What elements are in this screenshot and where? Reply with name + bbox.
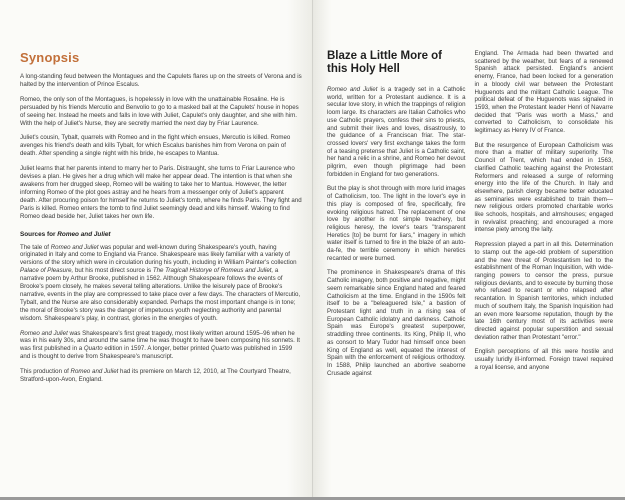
article-paragraph-6: Repression played a part in all this. Determination to stamp out the age-old problem of superstition and the new threat of Protestantism led to the establishment of the Roman Inquisition, with wide-ranging powers to censor the press, pursue religious deviants, and to execute by burning those who refused to recant or who relapsed after recantation. In Spanish territories, which included much of southern Italy, the Spanish Inquisition had an even more fearsome reputation, though by the late 16th century most of its activities were directed against popular superstition and sexual deviation rather than Protestant "error." — [474, 241, 613, 341]
synopsis-paragraph-1: A long-standing feud between the Montagues and the Capulets flares up on the streets of Verona and is halted by the intervention of Prince Escalus. — [20, 73, 302, 88]
article-columns — [327, 50, 613, 500]
sources-paragraph-1: The tale of Romeo and Juliet was popular and well-known during Shakespeare's youth, having originated in Italy and come to England via France. Shakespeare was likely familiar with a variety of versions of the story which were in circulation during his youth, including in William Painter's collection Palace of Pleasure, but his most direct source is The Tragicall Historye of Romeus and Juliet, a narrative poem by Arthur Brooke, published in 1562. Although Shakespeare follows the events of Brooke's poem closely, he makes several telling alterations. Unlike the leisurely pace of Brooke's narrative, events in the play are compressed to take place over a few days. The characters of Mercutio, Tybalt, and the Nurse are also considerably expanded. Perhaps the most important change is in tone; the moral of Brooke's story was the danger of impetuous youth neglecting authority and parental wisdom. Shakespeare's play, in contrast, glories in the energies of youth. — [20, 243, 301, 322]
right-page — [313, 0, 625, 500]
synopsis-paragraph-2: Romeo, the only son of the Montagues, is hopelessly in love with the unattainable Rosaline. He is persuaded by his friends Mercutio and Benvolio to go to a masked ball at the Capulets' house in hopes of seeing her. Instead he meets and falls in love with Juliet, Capulet's only daughter, and she with him. With the help of Juliet's Nurse, they are secretly married the next day by Friar Laurence. — [20, 95, 299, 127]
article-paragraph-7: English perceptions of all this were hostile and usually luridly ill-informed. Foreign travel required a royal license, and anyone — [474, 348, 613, 371]
article-paragraph-2: But the play is shot through with more lurid images of Catholicism, too. The light in the lover's eye in this play is composed of fire, specifically, fire evoking religious hatred. The replacement of one love by another is not simple treachery, but religious heresy, the lover's tears "transparent Heretics [to] be burnt for liars," imagery in which water itself is turned to fire in the blaze of an auto-da-fe, the terrible ceremony in which heretics recanted or were burned. — [327, 185, 466, 262]
article-column-1 — [327, 50, 466, 500]
article-paragraph-1: Romeo and Juliet is a tragedy set in a Catholic world, written for a Protestant audience. It is a secular love story, in which the trappings of religion loom large. Its characters are Italian Catholics who use Catholic prayers, confess their sins to priests, and submit their lives and loves, disastrously, to the guidance of a Franciscan friar. The star-crossed lovers' very first exchange takes the form of a teasing pretense that Juliet is a Catholic saint, her hand a relic in a shrine, and Romeo her devout pilgrim, even though pilgrimage had been forbidden in England for two generations. — [327, 86, 466, 178]
article-column-2 — [475, 50, 614, 500]
production-note: This production of Romeo and Juliet had its premiere on March 12, 2010, at The Courtyard Theatre, Stratford-upon-Avon, England. — [20, 368, 291, 384]
article-paragraph-4: England. The Armada had been thwarted and scattered by the weather, but fears of a renewed Spanish attack persisted. England's ancient enemy, France, had been locked for a generation in a bloody civil war between the Protestant Huguenots and the militant Catholic League. The political defeat of the Huguenots was signaled in 1593, when the Protestant leader Henri of Navarre decided that "Paris was worth a Mass," and converted to Catholicism, to consolidate his legitimacy as Henry IV of France. — [474, 50, 613, 135]
article-paragraph-3: The prominence in Shakespeare's drama of this Catholic imagery, both positive and negative, might seem remarkable since England hated and feared Catholicism at the time. England in the 1590s felt itself to be a "beleaguered Isle," a bastion of Protestant light and truth in a rising sea of European Catholic idolatry and darkness. Catholic Spain was Europe's greatest superpower, straddling three continents. Its King, Philip II, who as consort to Mary Tudor had himself once been King of England as well, equated the interest of Spain with the enforcement of religious orthodoxy. In 1588, Philip launched an abortive seaborne Crusade against — [327, 269, 466, 377]
synopsis-paragraph-3: Juliet's cousin, Tybalt, quarrels with Romeo and in the fight which ensues, Mercutio is killed. Romeo avenges his friend's death and kills Tybalt, for which Escalus banishes him from Verona on pain of death. After spending a single night with his bride, he escapes to Mantua. — [20, 134, 291, 158]
sources-paragraph-2: Romeo and Juliet was Shakespeare's first great tragedy, most likely written around 1595–96 when he was in his early 30s, and around the same time he was thought to have been composing his sonnets. It was first published in a Quarto edition in 1597. A longer, better printed Quarto was published in 1599 and is thought to derive from Shakespeare's manuscript. — [20, 329, 300, 361]
article-paragraph-5: But the resurgence of European Catholicism was more than a matter of military superiority. The Council of Trent, which had ended in 1563, clarified Catholic teaching against the Protestant Reformers and released a surge of reforming energy into the life of the Church. In Italy and elsewhere, parish clergy became better educated as seminaries were established to train them—new religious orders promoted charitable works like schools, hospitals, and almshouses; engaged in revivalist preaching; and encouraged a more intense piety among the laity. — [474, 141, 613, 234]
article-heading: Blaze a Little More of this Holy Hell — [327, 50, 443, 75]
synopsis-heading: Synopsis — [20, 50, 80, 65]
sources-heading: Sources for Romeo and Juliet — [20, 230, 111, 238]
synopsis-paragraph-4: Juliet learns that her parents intend to marry her to Paris. Distraught, she turns to Friar Laurence who devises a plan. He gives her a drug which will make her appear dead. The intention is that when she awakens from her drugged sleep, Romeo will be waiting to take her to Mantua. However, the letter informing Romeo of the plot goes astray and he hears from a messenger only of Juliet's apparent death. After procuring poison for himself he returns to Juliet's tomb, where he finds Paris. They fight and Paris is killed. Romeo enters the tomb to find Juliet seemingly dead and kills himself. Waking to find Romeo dead beside her, Juliet takes her own life. — [20, 165, 302, 220]
